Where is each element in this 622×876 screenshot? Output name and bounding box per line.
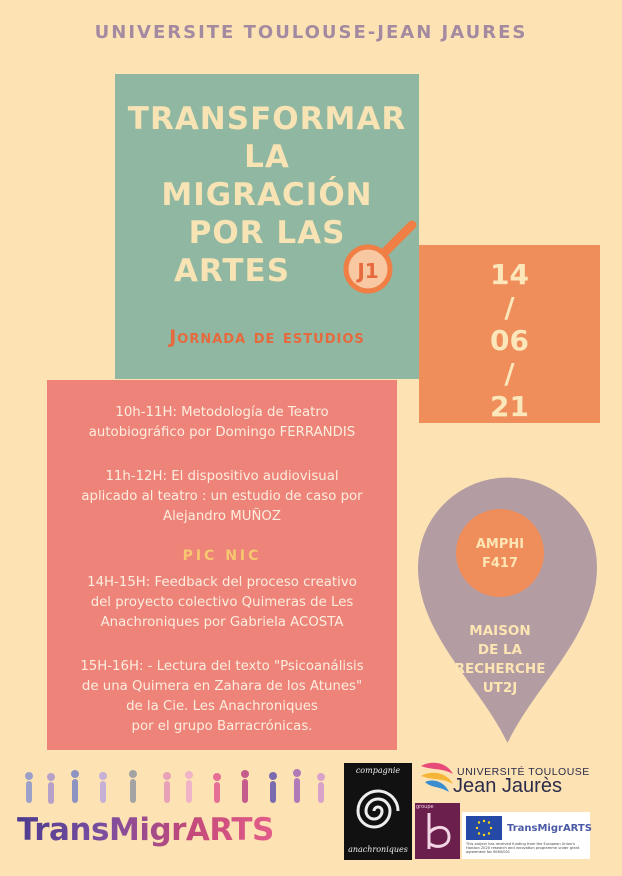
- title-line-3: MIGRACIÓN: [161, 177, 373, 213]
- ut2j-logo-line-2: Jean Jaurès: [453, 775, 562, 797]
- program-item-4-line-1: 15H-16H: - Lectura del texto "Psicoanálisis: [80, 659, 364, 674]
- transmigrarts-logo: [17, 812, 274, 848]
- event-date: [419, 258, 600, 423]
- program-item-3-line-1: 14H-15H: Feedback del proceso creativo: [87, 575, 357, 590]
- building-line-3: RECHERCHE: [454, 661, 546, 677]
- building-line-4: UT2J: [482, 680, 518, 696]
- title-line-2: LA: [244, 139, 290, 175]
- ut2j-logo-icon: [417, 756, 457, 796]
- building-line-2: DE LA: [477, 642, 523, 658]
- transmigrarts-wordmark: TransMigrARTS: [17, 812, 274, 848]
- program-item-4-line-3: de la Cie. Les Anachroniques: [126, 699, 318, 714]
- ut2j-logo-line-1: UNIVERSITÉ TOULOUSE: [457, 766, 590, 778]
- event-subtitle: Jornada de estudios: [169, 326, 365, 348]
- program-item-2-line-2: aplicado al teatro : un estudio de caso por: [81, 489, 363, 504]
- title-line-1: TRANSFORMAR: [127, 101, 407, 137]
- building-line-1: MAISON: [469, 623, 531, 639]
- room-label: [450, 535, 550, 573]
- date-sep-1: /: [504, 291, 515, 324]
- program-item-4-line-2: de una Quimera en Zahara de los Atunes": [81, 679, 363, 694]
- eu-stars-icon: [466, 816, 502, 840]
- program-item-2-line-1: 11h-12H: El dispositivo audiovisual: [105, 469, 339, 484]
- program-item-1-line-1: 10h-11H: Metodología de Teatro: [115, 405, 329, 420]
- groupe-barracronicas-logo: [415, 803, 460, 859]
- date-sep-2: /: [504, 357, 515, 390]
- program-item-3-line-2: del proyecto colectivo Quimeras de Les: [90, 595, 354, 610]
- building-label: [438, 622, 562, 698]
- date-year: 21: [490, 390, 529, 423]
- magnifier-icon: [334, 217, 420, 301]
- program-item-1-line-2: autobiográfico por Domingo FERRANDIS: [88, 425, 356, 440]
- title-line-4: POR LAS: [188, 215, 346, 251]
- eu-transmigrarts-wordmark: TransMigrARTS: [507, 823, 592, 834]
- day-badge: J1: [357, 259, 379, 283]
- groupe-label: groupe: [416, 804, 434, 810]
- date-day: 14: [490, 258, 529, 291]
- compagnie-label: compagnie: [355, 766, 401, 775]
- eu-flag-icon: [466, 816, 502, 840]
- room-line-1: AMPHI: [475, 537, 525, 552]
- location-pin-icon: [410, 455, 605, 745]
- b-letter-icon: [415, 803, 460, 859]
- title-line-5: ARTES: [173, 253, 291, 289]
- program-item-3-line-3: Anachroniques por Gabriela ACOSTA: [100, 615, 344, 630]
- program-item-2-line-3: Alejandro MUÑOZ: [163, 509, 281, 524]
- eu-funding-notice: This project has received funding from the European Union's Horizon 2020 research and innovation programme under grant agreement No 9060/001: [466, 842, 580, 855]
- university-header: UNIVERSITE TOULOUSE-JEAN JAURES: [94, 22, 528, 43]
- date-month: 06: [490, 324, 529, 357]
- anachroniques-label: anachroniques: [348, 845, 408, 854]
- picnic-break-label: PIC NIC: [182, 548, 262, 564]
- program-item-4-line-4: por el grupo Barracrónicas.: [131, 719, 313, 734]
- room-line-2: F417: [481, 556, 519, 571]
